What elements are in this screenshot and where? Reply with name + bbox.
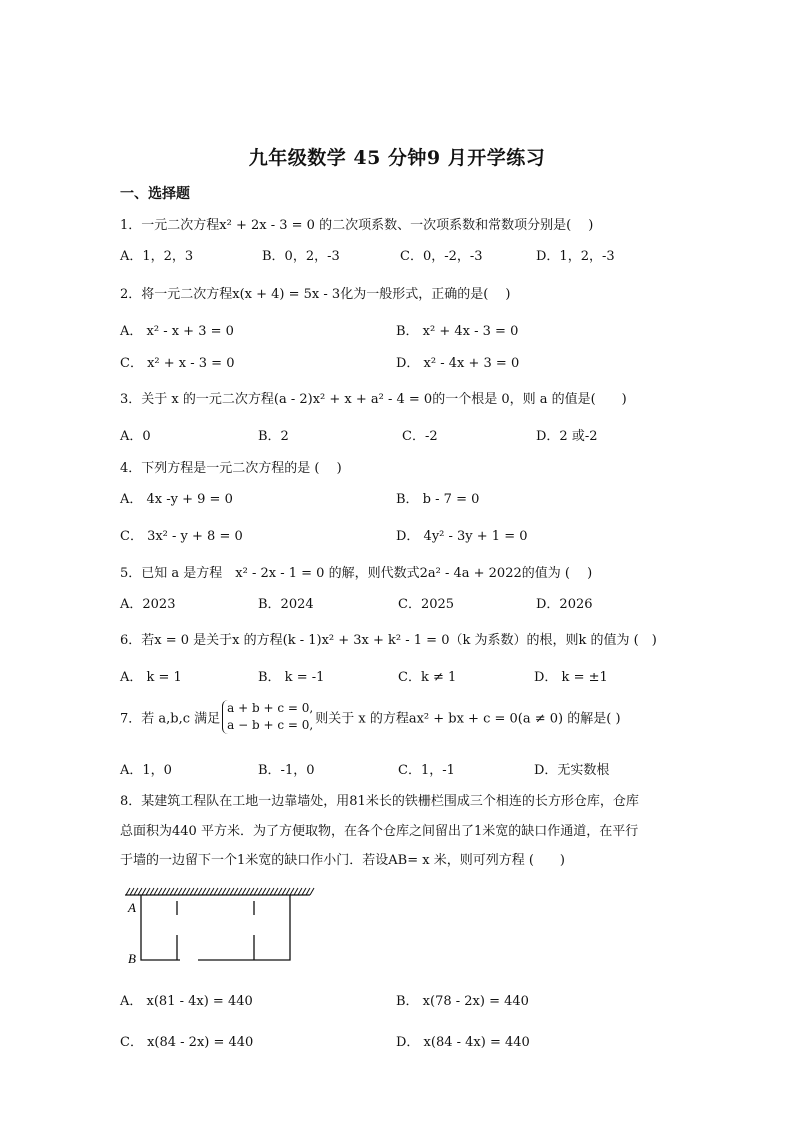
wall-hatch-stroke [210, 888, 214, 895]
question-4-stem: 4．下列方程是一元二次方程的是 ( ) [120, 461, 342, 476]
question-5-option-b[interactable]: B．2024 [258, 597, 314, 612]
question-5-stem: 5．已知 a 是方程 x² - 2x - 1 = 0 的解，则代数式2a² - 4a + 2022的值为 ( ) [120, 566, 593, 581]
wall-hatch-stroke [218, 888, 222, 895]
question-6-option-c[interactable]: C．k ≠ 1 [398, 670, 457, 685]
wall-hatch-stroke [250, 888, 254, 895]
wall-hatch-stroke [234, 888, 238, 895]
question-3-option-c[interactable]: C．-2 [402, 429, 438, 444]
question-8-option-d[interactable]: D． x(84 - 4x) = 440 [396, 1035, 530, 1050]
question-1-stem: 1．一元二次方程x² + 2x - 3 = 0 的二次项系数、一次项系数和常数项分别是( ) [120, 218, 594, 233]
wall-hatch-stroke [294, 888, 298, 895]
wall-hatch-stroke [142, 888, 146, 895]
wall-hatch-stroke [290, 888, 294, 895]
question-2-stem: 2．将一元二次方程x(x + 4) = 5x - 3化为一般形式，正确的是( ) [120, 287, 511, 302]
fence-outline [141, 895, 290, 960]
wall-hatch-stroke [154, 888, 158, 895]
question-7-stem [120, 700, 621, 734]
wall-hatch-stroke [206, 888, 210, 895]
question-4-option-c[interactable]: C． 3x² - y + 8 = 0 [120, 529, 243, 544]
question-6-option-a[interactable]: A． k = 1 [120, 670, 182, 685]
wall-hatch-stroke [170, 888, 174, 895]
question-6-stem: 6．若x = 0 是关于x 的方程(k - 1)x² + 3x + k² - 1 = 0（k 为系数）的根，则k 的值为 ( ) [120, 633, 657, 648]
wall-hatch-stroke [230, 888, 234, 895]
question-8-option-a[interactable]: A． x(81 - 4x) = 440 [120, 994, 253, 1009]
question-3-stem: 3．关于 x 的一元二次方程(a - 2)x² + x + a² - 4 = 0的一个根是 0，则 a 的值是( ) [120, 392, 627, 407]
question-6-option-b[interactable]: B． k = -1 [258, 670, 325, 685]
wall-hatch-stroke [286, 888, 290, 895]
question-6-option-d[interactable]: D． k = ±1 [534, 670, 608, 685]
wall-hatch-stroke [266, 888, 270, 895]
question-1-option-b[interactable]: B．0，2，-3 [262, 249, 340, 264]
question-2-option-b[interactable]: B． x² + 4x - 3 = 0 [396, 324, 519, 339]
wall-hatch-stroke [130, 888, 134, 895]
question-3-option-a[interactable]: A．0 [120, 429, 151, 444]
question-5-option-a[interactable]: A．2023 [120, 597, 176, 612]
wall-hatch-stroke [134, 888, 138, 895]
question-7-equation-2: a − b + c = 0, [227, 718, 314, 732]
wall-hatch-stroke [258, 888, 262, 895]
wall-hatch-stroke [174, 888, 178, 895]
wall-hatch-stroke [126, 888, 130, 895]
question-4-option-b[interactable]: B． b - 7 = 0 [396, 492, 480, 507]
page-title: 九年级数学 45 分钟9 月开学练习 [248, 147, 546, 169]
question-7-option-b[interactable]: B．-1，0 [258, 763, 315, 778]
wall-hatch-stroke [182, 888, 186, 895]
question-8-stem-line-2: 总面积为440 平方米．为了方便取物，在各个仓库之间留出了1米宽的缺口作通道，在平行 [120, 824, 639, 839]
wall-hatch-stroke [254, 888, 258, 895]
wall-hatch-stroke [238, 888, 242, 895]
wall-hatch-stroke [166, 888, 170, 895]
question-8-stem-line-1: 8．某建筑工程队在工地一边靠墙处，用81米长的铁栅栏围成三个相连的长方形仓库，仓库 [120, 794, 639, 809]
wall-hatch-stroke [282, 888, 286, 895]
wall-hatch-stroke [222, 888, 226, 895]
wall-hatch-stroke [202, 888, 206, 895]
warehouse-diagram [120, 884, 320, 968]
wall-hatch-stroke [190, 888, 194, 895]
question-3-option-b[interactable]: B．2 [258, 429, 289, 444]
wall-hatch-stroke [278, 888, 282, 895]
question-2-option-d[interactable]: D． x² - 4x + 3 = 0 [396, 356, 520, 371]
wall-hatch-stroke [178, 888, 182, 895]
question-4-option-a[interactable]: A． 4x -y + 9 = 0 [120, 492, 233, 507]
wall-hatch-stroke [246, 888, 250, 895]
question-2-option-a[interactable]: A． x² - x + 3 = 0 [120, 324, 234, 339]
point-label-b: B [128, 951, 136, 966]
question-7-stem-prefix: 7．若 a,b,c 满足 [120, 711, 221, 727]
question-7-equation-1: a + b + c = 0, [227, 701, 314, 715]
wall-hatch-stroke [270, 888, 274, 895]
wall-hatch-stroke [214, 888, 218, 895]
wall-hatch-stroke [226, 888, 230, 895]
section-heading: 一、选择题 [120, 186, 190, 202]
wall-hatch-stroke [150, 888, 154, 895]
wall-hatch-stroke [186, 888, 190, 895]
question-1-option-c[interactable]: C．0，-2，-3 [400, 249, 483, 264]
wall-hatch-stroke [262, 888, 266, 895]
question-8-stem-line-3: 于墙的一边留下一个1米宽的缺口作小门．若设AB= x 米，则可列方程 ( ) [120, 853, 565, 868]
question-5-option-c[interactable]: C．2025 [398, 597, 455, 612]
wall-hatch-stroke [194, 888, 198, 895]
wall-hatch-stroke [306, 888, 310, 895]
question-7-option-d[interactable]: D．无实数根 [534, 763, 610, 778]
question-5-option-d[interactable]: D．2026 [536, 597, 593, 612]
question-8-option-c[interactable]: C． x(84 - 2x) = 440 [120, 1035, 254, 1050]
point-label-a: A [128, 900, 136, 915]
wall-hatch-stroke [274, 888, 278, 895]
wall-hatch-stroke [162, 888, 166, 895]
question-7-option-a[interactable]: A．1，0 [120, 763, 172, 778]
question-2-option-c[interactable]: C． x² + x - 3 = 0 [120, 356, 235, 371]
wall-hatch-stroke [242, 888, 246, 895]
wall-hatch-stroke [138, 888, 142, 895]
question-1-option-a[interactable]: A．1，2，3 [120, 249, 194, 264]
wall-hatching [125, 888, 314, 895]
wall-hatch-stroke [158, 888, 162, 895]
question-7-stem-suffix: 则关于 x 的方程ax² + bx + c = 0(a ≠ 0) 的解是( ) [315, 711, 621, 727]
question-7-equation-system [222, 700, 313, 734]
question-7-option-c[interactable]: C．1，-1 [398, 763, 455, 778]
wall-hatch-stroke [198, 888, 202, 895]
wall-hatch-stroke [146, 888, 150, 895]
question-1-option-d[interactable]: D．1，2，-3 [536, 249, 615, 264]
wall-hatch-stroke [302, 888, 306, 895]
wall-hatch-stroke [298, 888, 302, 895]
question-3-option-d[interactable]: D．2 或-2 [536, 429, 598, 444]
wall-hatch-stroke [310, 888, 314, 895]
question-4-option-d[interactable]: D． 4y² - 3y + 1 = 0 [396, 529, 528, 544]
question-8-option-b[interactable]: B． x(78 - 2x) = 440 [396, 994, 529, 1009]
